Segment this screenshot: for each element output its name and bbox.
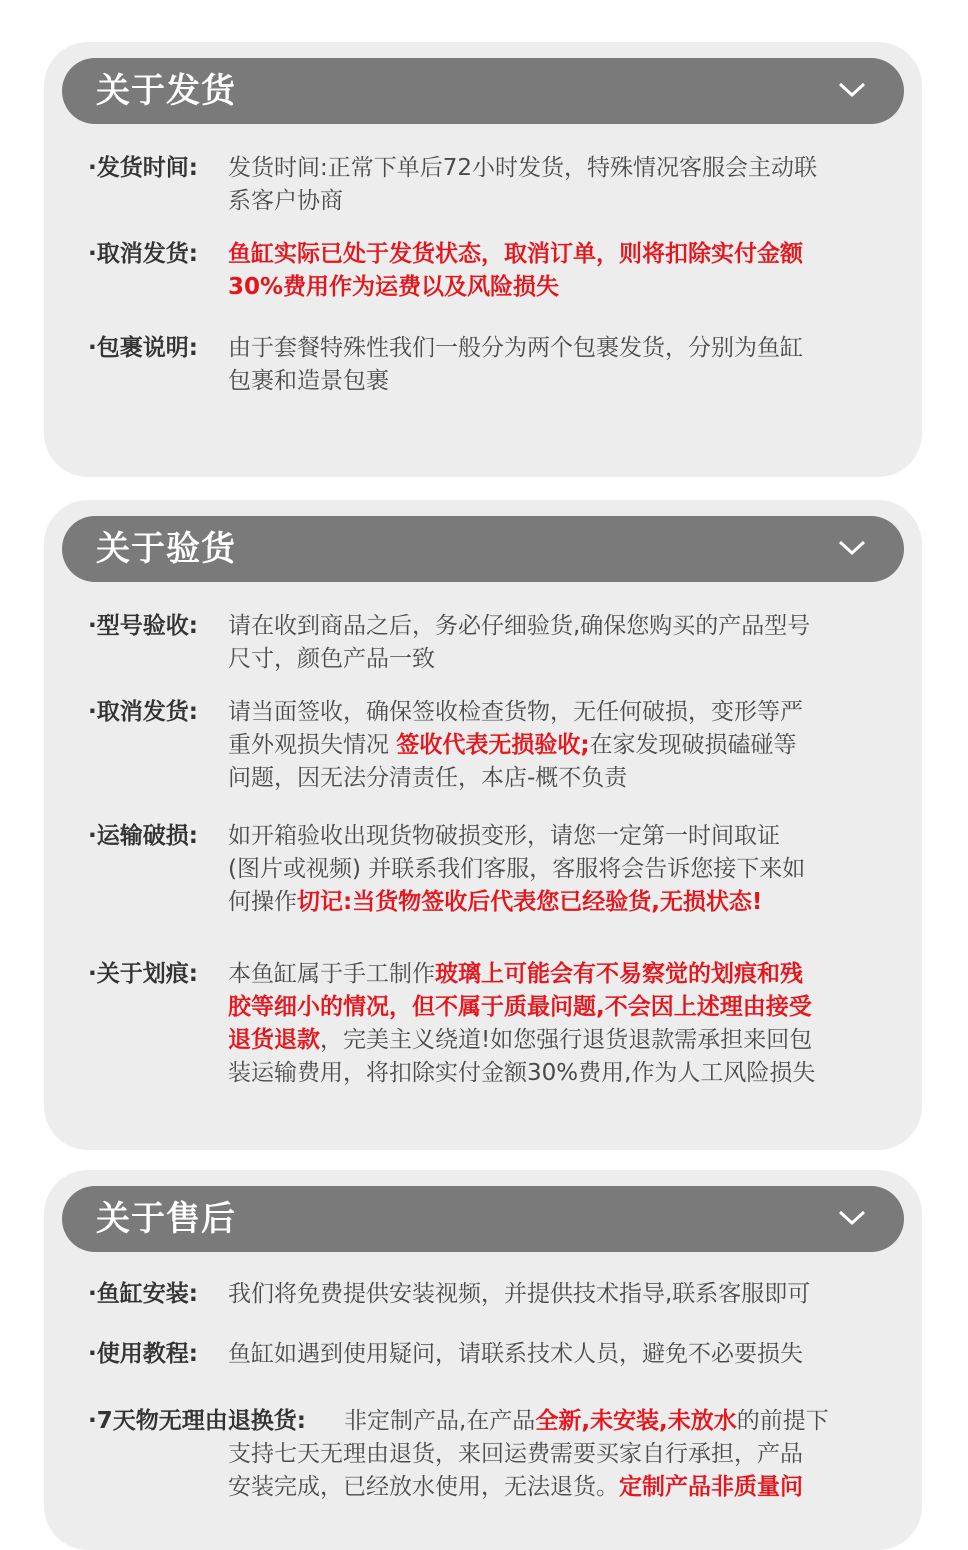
item-text: 请在收到商品之后，务必仔细验货,确保您购买的产品型号: [228, 613, 811, 639]
item-text-mixed: [228, 886, 882, 919]
aftersale-item-tutorial: [88, 1338, 882, 1371]
shipping-title: 关于发货: [96, 71, 236, 111]
aftersale-card: [44, 1170, 922, 1550]
item-text: ，完美主义绕道!如您强行退货退款需承担来回包: [320, 1027, 813, 1053]
item-text: 问题，因无法分清责任，本店-概不负责: [228, 765, 628, 791]
item-text-mixed: [344, 1405, 882, 1438]
item-text: 系客户协商: [228, 188, 343, 214]
inspection-item-scratch: [88, 958, 882, 1090]
item-text: 由于套餐特殊性我们一般分为两个包裹发货，分别为鱼缸: [228, 335, 803, 361]
item-text: (图片或视频) 并联系我们客服，客服将会告诉您接下来如: [228, 856, 806, 882]
item-highlight: 胶等细小的情况，但不属于质最问题,不会因上述理由接受: [228, 994, 812, 1020]
item-label: ·取消发货:: [88, 241, 198, 267]
item-text: 包裹和造景包裹: [228, 368, 389, 394]
item-text: 在家发现破损磕碰等: [589, 732, 797, 758]
inspection-item-damage: [88, 820, 882, 919]
item-text: 支持七天无理由退货，来回运费需要买家自行承担，产品: [228, 1441, 803, 1467]
chevron-down-icon[interactable]: [838, 540, 866, 556]
item-text: 尺寸，颜色产品一致: [228, 646, 435, 672]
inspection-card: [44, 500, 922, 1150]
item-highlight: 玻璃上可能会有不易察觉的划痕和残: [435, 961, 803, 987]
item-text: 鱼缸实际已处于发货状态，取消订单，则将扣除实付金额: [228, 241, 803, 267]
item-text: 发货时间:正常下单后72小时发货，特殊情况客服会主动联: [228, 155, 818, 181]
item-label: ·7天物无理由退换货:: [88, 1408, 306, 1434]
item-text: 的前提下: [736, 1408, 829, 1434]
item-label: ·取消发货:: [88, 699, 198, 725]
shipping-card: [44, 42, 922, 477]
item-text: 请当面签收，确保签收检查货物，无任何破损，变形等严: [228, 699, 803, 725]
item-text: 安装完成，已经放水使用，无法退货。: [228, 1474, 619, 1500]
item-text-mixed: [228, 1471, 882, 1504]
item-label: ·使用教程:: [88, 1341, 198, 1367]
item-text-mixed: [228, 729, 882, 762]
inspection-title: 关于验货: [96, 529, 236, 569]
item-text-mixed: [228, 958, 882, 991]
item-highlight: 定制产品非质量问: [619, 1474, 803, 1500]
chevron-down-icon[interactable]: [838, 82, 866, 98]
item-label: ·关于划痕:: [88, 961, 198, 987]
item-label: ·型号验收:: [88, 613, 198, 639]
item-label: ·运输破损:: [88, 823, 198, 849]
item-text: 装运输费用，将扣除实付金额30%费用,作为人工风险损失: [228, 1060, 816, 1086]
aftersale-header[interactable]: [62, 1186, 904, 1252]
item-label: ·发货时间:: [88, 155, 198, 181]
item-label: ·鱼缸安装:: [88, 1281, 198, 1307]
item-text: 本鱼缸属于手工制作: [228, 961, 435, 987]
shipping-item-package: [88, 332, 882, 398]
item-text: 如开箱验收出现货物破损变形，请您一定第一时间取证: [228, 823, 780, 849]
item-text: 鱼缸如遇到使用疑问，请联系技术人员，避免不必要损失: [228, 1341, 803, 1367]
shipping-item-time: [88, 152, 882, 218]
item-text: 非定制产品,在产品: [344, 1408, 536, 1434]
item-highlight: 签收代表无损验收;: [396, 732, 590, 758]
aftersale-item-return: [88, 1405, 882, 1504]
item-text: 何操作: [228, 889, 297, 915]
item-text: 重外观损失情况: [228, 732, 397, 758]
chevron-down-icon[interactable]: [838, 1210, 866, 1226]
item-label: ·包裹说明:: [88, 335, 198, 361]
item-highlight: 退货退款: [228, 1027, 320, 1053]
item-highlight: 全新,未安装,未放水: [535, 1408, 737, 1434]
inspection-item-cancel: [88, 696, 882, 795]
aftersale-item-install: [88, 1278, 882, 1311]
shipping-item-cancel: [88, 238, 882, 304]
item-text: 30%费用作为运费以及风险损失: [228, 274, 560, 300]
item-text-mixed: [228, 1024, 882, 1057]
shipping-header[interactable]: [62, 58, 904, 124]
item-highlight: 切记:当货物签收后代表您已经验货,无损状态!: [297, 889, 763, 915]
inspection-header[interactable]: [62, 516, 904, 582]
inspection-item-model: [88, 610, 882, 676]
item-text: 我们将免费提供安装视频，并提供技术指导,联系客服即可: [228, 1281, 811, 1307]
aftersale-title: 关于售后: [96, 1199, 236, 1239]
